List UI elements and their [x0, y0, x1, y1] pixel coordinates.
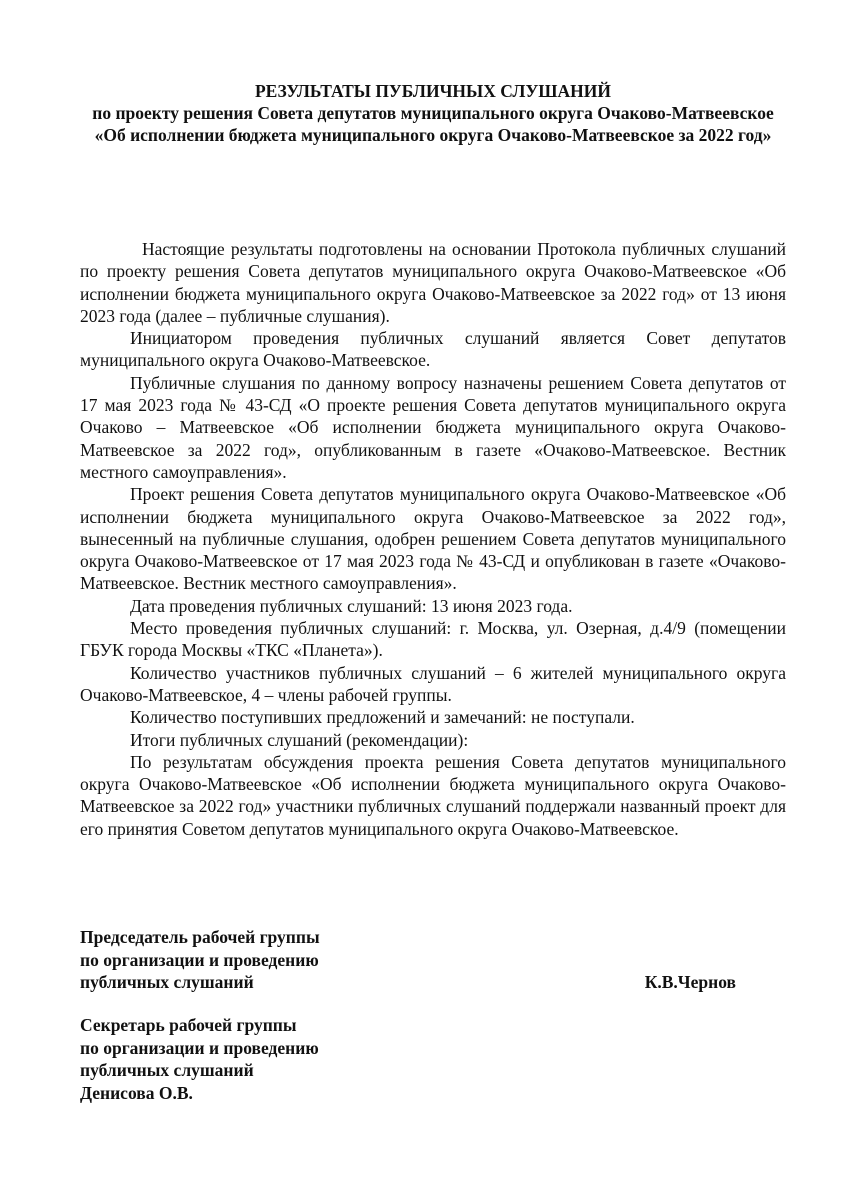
- paragraph-results-heading: Итоги публичных слушаний (рекомендации):: [130, 729, 469, 750]
- paragraph-proposals: Количество поступивших предложений и замечаний: не поступали.: [130, 707, 635, 728]
- paragraph-appointment: Публичные слушания по данному вопросу назначены решением Совета депутатов от 17 мая 2023 года № 43-СД «О проекте решения Совета депутатов муниципального округа Очаково – Матвеевское «Об исполнении бюджета муниципального округа Очаково-Матвеевское за 2022 год», опубликованным в газете «Очаково-Матвеевское. Вестник местного самоуправления».: [80, 372, 786, 482]
- signature-secretary-line: Секретарь рабочей группы: [80, 1015, 297, 1035]
- signature-chair-line: публичных слушаний: [80, 972, 254, 992]
- paragraph-participants: Количество участников публичных слушаний – 6 жителей муниципального округа Очаково-Матвеевское, 4 – члены рабочей группы.: [80, 662, 786, 705]
- signature-secretary: [80, 1014, 786, 1104]
- paragraph-basis: Настоящие результаты подготовлены на основании Протокола публичных слушаний по проекту решения Совета депутатов муниципального округа Очаково-Матвеевское «Об исполнении бюджета муниципального округа Очаково-Матвеевское за 2022 год» от 13 июня 2023 года (далее – публичные слушания).: [80, 239, 786, 326]
- paragraph-location: Место проведения публичных слушаний: г. Москва, ул. Озерная, д.4/9 (помещении ГБУК города Москвы «ТКС «Планета»).: [80, 618, 786, 661]
- signature-chair-line: по организации и проведению: [80, 949, 319, 970]
- signature-secretary-line: по организации и проведению: [80, 1037, 319, 1058]
- paragraph-initiator: Инициатором проведения публичных слушаний является Совет депутатов муниципального округа Очаково-Матвеевское.: [80, 328, 786, 371]
- signature-secretary-line: публичных слушаний: [80, 1060, 254, 1080]
- document-title: РЕЗУЛЬТАТЫ ПУБЛИЧНЫХ СЛУШАНИЙ: [254, 81, 611, 101]
- document-body: [80, 238, 786, 840]
- document-header: [80, 80, 786, 146]
- signature-chair: [80, 926, 786, 994]
- signature-chair-line: Председатель рабочей группы: [80, 927, 320, 947]
- document-subtitle: по проекту решения Совета депутатов муниципального округа Очаково-Матвеевское «Об исполнении бюджета муниципального округа Очаково-Матвеевское за 2022 год»: [92, 103, 774, 145]
- paragraph-date: Дата проведения публичных слушаний: 13 июня 2023 года.: [130, 595, 573, 616]
- signature-secretary-name: Денисова О.В.: [80, 1082, 193, 1103]
- paragraph-results: По результатам обсуждения проекта решения Совета депутатов муниципального округа Очаково-Матвеевское «Об исполнении бюджета муниципального округа Очаково-Матвеевское за 2022 год» участники публичных слушаний поддержали названный проект для его принятия Советом депутатов муниципального округа Очаково-Матвеевское.: [80, 751, 786, 839]
- signature-chair-name: К.В.Чернов: [644, 972, 736, 992]
- paragraph-draft-approval: Проект решения Совета депутатов муниципального округа Очаково-Матвеевское «Об исполнении бюджета муниципального округа Очаково-Матвеевское за 2022 год», вынесенный на публичные слушания, одобрен решением Совета депутатов муниципального округа Очаково-Матвеевское от 17 мая 2023 года № 43-СД и опубликован в газете «Очаково-Матвеевское. Вестник местного самоуправления».: [80, 484, 786, 594]
